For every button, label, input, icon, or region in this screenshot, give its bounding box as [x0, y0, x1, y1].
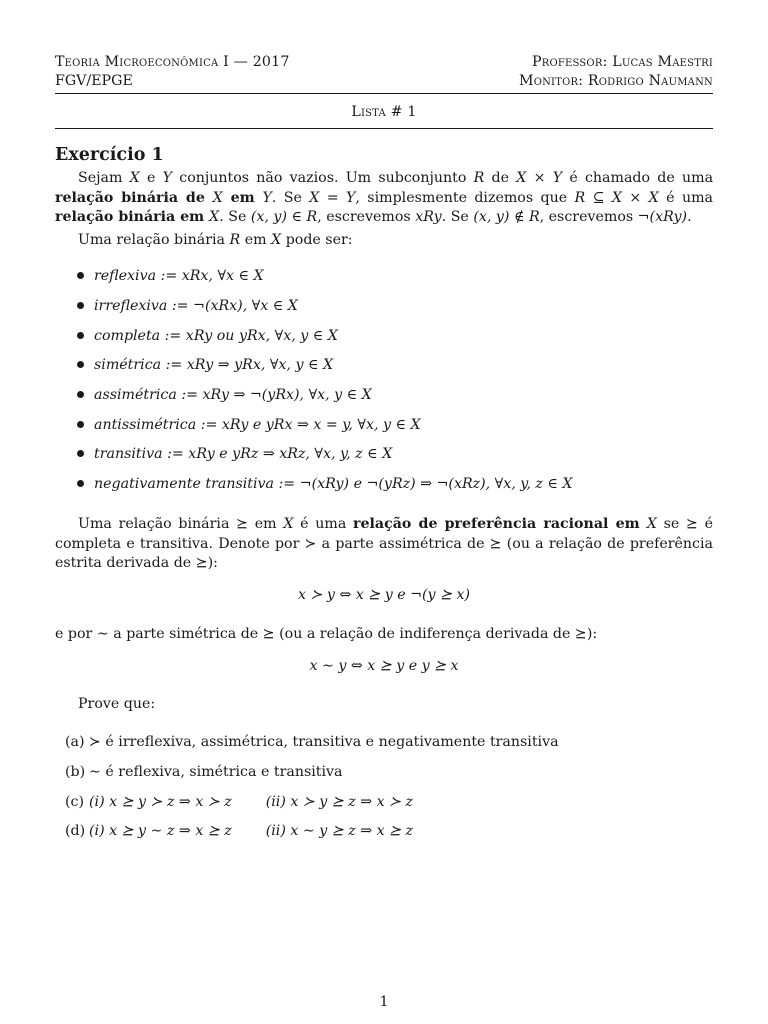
- bullet-icon: [77, 332, 84, 339]
- intro-paragraph: Sejam X e Y conjuntos não vazios. Um subconjunto R de X × Y é chamado de uma relação binária de X em Y. Se X = Y, simplesmente dizemos que R ⊆ X × X é uma relação binária em X. Se (x, y) ∈ R, escrevemos xRy. Se (x, y) ∉ R, escrevemos ¬(xRy).: [55, 170, 714, 226]
- property-item: antissimétrica := xRy e yRx ⇒ x = y, ∀x, y ∈ X: [77, 417, 421, 433]
- strict-preference-equation: x ≻ y ⇔ x ⪰ y e ¬(y ⪰ x): [297, 587, 471, 603]
- symmetric-part-line: e por ∼ a parte simétrica de ⪰ (ou a relação de indiferença derivada de ⪰):: [55, 626, 598, 642]
- bullet-icon: [77, 480, 84, 487]
- proof-item-b: (b) ∼ é reflexiva, simétrica e transitiva: [65, 764, 343, 780]
- property-item: transitiva := xRy e yRz ⇒ xRz, ∀x, y, z ∈ X: [77, 446, 392, 462]
- property-item: simétrica := xRy ⇒ yRx, ∀x, y ∈ X: [77, 357, 333, 373]
- course-title: Teoria Microeconômica I — 2017: [55, 54, 290, 70]
- header-row-1: [55, 53, 713, 72]
- bullet-icon: [77, 302, 84, 309]
- list-title: Lista # 1: [351, 104, 417, 120]
- exercise-heading: Exercício 1: [55, 145, 164, 165]
- bullet-icon: [77, 421, 84, 428]
- property-item: completa := xRy ou yRx, ∀x, y ∈ X: [77, 328, 338, 344]
- property-item: reflexiva := xRx, ∀x ∈ X: [77, 268, 264, 284]
- header-row-2: [55, 72, 713, 91]
- title-rule: [55, 128, 713, 129]
- bullet-icon: [77, 450, 84, 457]
- proof-item-a: (a) ≻ é irreflexiva, assimétrica, transitiva e negativamente transitiva: [65, 734, 559, 750]
- document-page: [55, 0, 713, 1024]
- property-item: irreflexiva := ¬(xRx), ∀x ∈ X: [77, 298, 298, 314]
- can-be-line: Uma relação binária R em X pode ser:: [78, 232, 353, 248]
- bullet-icon: [77, 272, 84, 279]
- property-item: assimétrica := xRy ⇒ ¬(yRx), ∀x, y ∈ X: [77, 387, 372, 403]
- indifference-equation: x ∼ y ⇔ x ⪰ y e y ⪰ x: [309, 658, 459, 674]
- school-name: FGV/EPGE: [55, 73, 133, 89]
- prove-line: Prove que:: [78, 696, 156, 712]
- bullet-icon: [77, 391, 84, 398]
- page-number: 1: [379, 994, 389, 1010]
- header-rule: [55, 93, 713, 94]
- property-item: negativamente transitiva := ¬(xRy) e ¬(yRz) ⇒ ¬(xRz), ∀x, y, z ∈ X: [77, 476, 573, 492]
- professor-name: Professor: Lucas Maestri: [532, 54, 713, 70]
- monitor-name: Monitor: Rodrigo Naumann: [518, 73, 713, 89]
- preference-paragraph: Uma relação binária ⪰ em X é uma relação de preferência racional em X se ⪰ é completa e transitiva. Denote por ≻ a parte assimétrica de ⪰ (ou a relação de preferência estrita derivada de ⪰):: [55, 516, 713, 572]
- proof-item-d: (d) (i) x ⪰ y ∼ z ⇒ x ⪰ z (ii) x ∼ y ⪰ z ⇒ x ⪰ z: [65, 823, 413, 839]
- bullet-icon: [77, 361, 84, 368]
- proof-item-c: (c) (i) x ⪰ y ≻ z ⇒ x ≻ z (ii) x ≻ y ⪰ z ⇒ x ≻ z: [65, 794, 413, 810]
- header: [55, 53, 713, 91]
